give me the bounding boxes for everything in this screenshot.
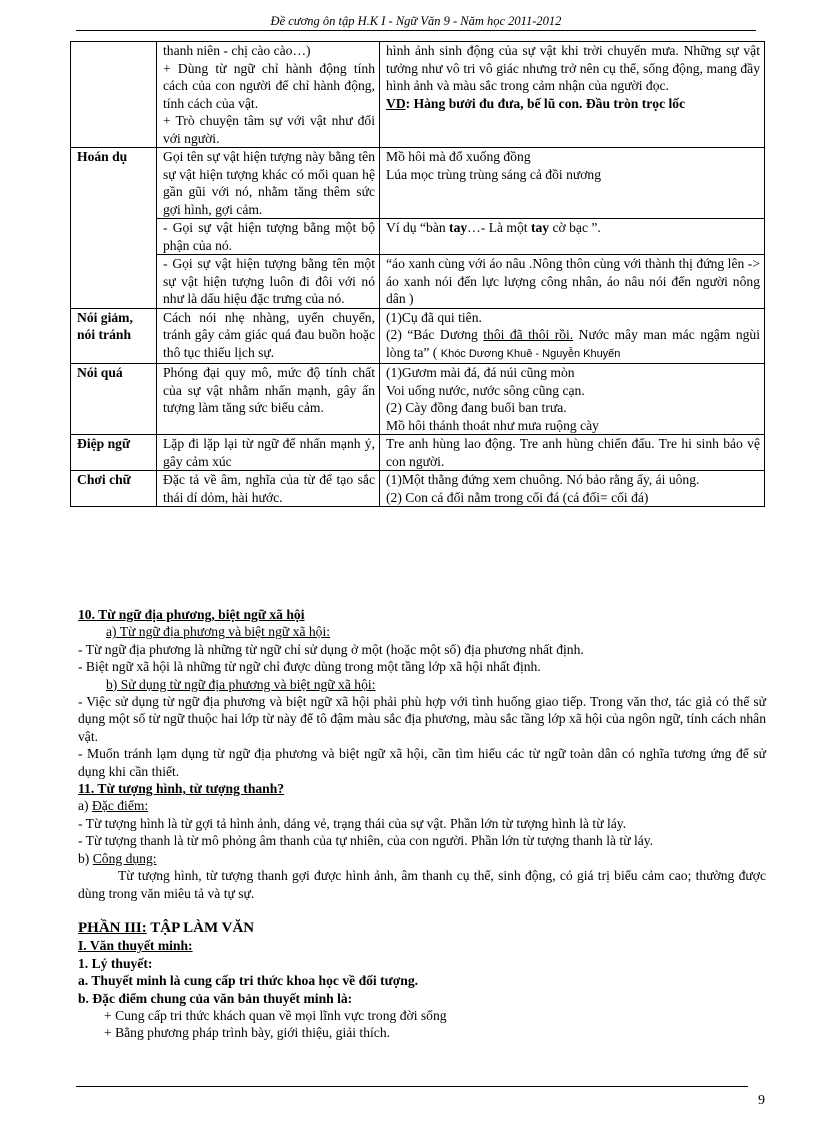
subsection-title-text: Công dụng: [92,850,157,866]
definition-cell: - Gọi sự vật hiện tượng bằng tên một sự vật hiện tượng luôn đi đôi với nó như là dấu hiệu đặc trưng của nó. [157,255,380,309]
row-label [71,42,157,148]
example-line: (2) Cày đồng đang buổi ban trưa. [386,400,567,415]
paragraph: b. Đặc điểm chung của văn bản thuyết minh là: [78,990,353,1006]
example-cell [380,42,765,148]
example-bold: tay [530,220,550,235]
subsection-title [78,850,766,867]
example-line: Mồ hôi mà đổ xuống đồng [386,149,531,164]
example-cell: Tre anh hùng lao động. Tre anh hùng chiến đấu. Tre hi sinh bảo vệ con người. [380,435,765,471]
example-line: (1)Một thằng đứng xem chuông. Nó bảo rằng ấy, ái uông. [386,472,700,487]
header-divider [76,30,756,31]
definition-line: thanh niên - chị cào cào…) [163,43,311,58]
row-label-noi-giam: Nói giảm, nói tránh [71,308,157,364]
example-text: Ví dụ “bàn [386,220,450,235]
page-header: Đề cương ôn tập H.K I - Ngữ Văn 9 - Năm học 2011-2012 [270,14,562,28]
row-label-noi-qua: Nói quá [71,364,157,435]
section-10-title: 10. Từ ngữ địa phương, biệt ngữ xã hội [78,607,305,622]
vd-text: : Hàng bưởi đu đưa, bế lũ con. Đầu tròn trọc lốc [405,95,686,111]
table-row-diep-ngu [71,435,765,471]
example-line: (2) Con cá đối nằm trong cối đá (cá đối= cối đá) [386,489,649,505]
row-label-diep-ngu: Điệp ngữ [71,435,157,471]
example-line: (1)Gươm mài đá, đá núi cũng mòn [386,365,575,380]
example-line: Lúa mọc trùng trùng sáng cả đồi nương [386,166,602,182]
definition-line: + Trò chuyện tâm sự với vật như đối với người. [163,113,375,146]
example-line [386,326,760,363]
table-row-hoan-du [71,148,765,219]
rhetoric-table [70,41,765,507]
paragraph: - Biệt ngữ xã hội là những từ ngữ chỉ được dùng trong một tầng lớp xã hội nhất định. [78,659,541,675]
example-cell: “áo xanh cùng với áo nâu .Nông thôn cùng với thành thị đứng lên -> áo xanh nói đến lực lượng công nhân, áo nâu nói đến người nông dân ) [380,255,765,309]
paragraph: - Từ ngữ địa phương là những từ ngữ chỉ sử dụng ở một (hoặc một số) địa phương nhất định. [78,641,584,657]
subsection-title-text: Đặc điểm: [91,798,149,814]
example-cell [380,364,765,435]
section-11-title: 11. Từ tượng hình, từ tượng thanh? [78,781,285,797]
paragraph: Từ tượng hình, từ tượng thanh gợi được hình ảnh, âm thanh cụ thể, sinh động, có giá trị biểu cảm cao; thường được dùng trong văn miêu tả và tự sự. [78,868,766,901]
definition-cell: - Gọi sự vật hiện tượng bằng một bộ phận của nó. [157,219,380,255]
paragraph: - Việc sử dụng từ ngữ địa phương và biệt ngữ xã hội phải phù hợp với tình huống giao tiếp. Trong văn thơ, tác giả có thể sử dụng một số từ ngữ thuộc hai lớp từ này để tô đậm màu sắc địa phương, màu sắc tầng lớp xã hội của ngôn ngữ, tính cách nhân vật. [78,694,766,744]
paragraph: - Muốn tránh lạm dụng từ ngữ địa phương và biệt ngữ xã hội, cần tìm hiểu các từ ngữ toàn dân có nghĩa tương ứng để sử dụng khi cần thiết. [78,746,766,779]
example-text: …- Là một [467,220,531,235]
table-row-noi-giam [71,308,765,364]
subsection-title-text: b) Sử dụng từ ngữ địa phương và biệt ngữ xã hội: [106,676,376,692]
example-vd [386,95,760,113]
definition-cell: Lặp đi lặp lại từ ngữ để nhấn mạnh ý, gây cảm xúc [157,435,380,471]
example-cell [380,219,765,255]
vd-label: VD [386,95,406,111]
part-3-name: TẬP LÀM VĂN [146,919,255,936]
bullet-item: + Cung cấp tri thức khách quan về mọi lĩnh vực trong đời sống [104,1007,447,1023]
definition-cell: Gọi tên sự vật hiện tượng này bằng tên sự vật hiện tượng khác có mối quan hệ gần gũi với nó, nhằm tăng thêm sức gợi hình, gợi cảm. [157,148,380,219]
subsection-title: 1. Lý thuyết: [78,955,153,971]
page-number: 9 [758,1093,765,1108]
subsection-title [78,623,766,640]
definition-line: + Dùng từ ngữ chỉ hành động tính cách của con người để chỉ hành động, tính cách của vật. [163,60,375,111]
subsection-title-text: a) Từ ngữ địa phương và biệt ngữ xã hội: [106,624,331,640]
subsection-title: I. Văn thuyết minh: [78,938,193,954]
example-text: hình ảnh sinh động của sự vật khi trời chuyển mưa. Những sự vật tưởng như vô tri vô giác nhưng trở nên cụ thể, sống động, mang đầy hình ảnh và màu sắc trong cảm nhận của người đọc. [386,43,760,93]
body-content [78,606,766,1042]
bullet-item: + Bằng phương pháp trình bày, giới thiệu, giải thích. [104,1025,391,1041]
example-line: Mồ hôi thánh thoát như mưa ruộng cày [386,417,599,433]
row-label-choi-chu: Chơi chữ [71,471,157,507]
example-source: Khóc Dương Khuê - Nguyễn Khuyến [440,347,621,360]
example-text: cờ bạc ”. [549,220,601,235]
table-row [71,255,765,309]
paragraph: - Từ tượng thanh là từ mô phỏng âm thanh của tự nhiên, của con người. Phần lớn từ tượng thanh là từ láy. [78,833,654,849]
subsection-prefix: a) [78,798,92,814]
row-label-hoan-du: Hoán dụ [71,148,157,309]
footer-divider [76,1086,748,1087]
example-cell [380,308,765,364]
example-underlined: thôi đã thôi rồi. [483,327,574,342]
subsection-title [78,797,766,814]
paragraph: - Từ tượng hình là từ gợi tả hình ảnh, dáng vẻ, trạng thái của sự vật. Phần lớn từ tượng hình là từ láy. [78,815,627,831]
part-3-label: PHẦN III: [78,919,147,936]
definition-cell: Phóng đại quy mô, mức độ tính chất của sự vật nhằm nhấn mạnh, gây ấn tượng làm tăng sức biểu cảm. [157,364,380,435]
definition-cell: Cách nói nhẹ nhàng, uyển chuyển, tránh gây cảm giác quá đau buồn hoặc thô tục thiếu lịch sự. [157,308,380,364]
example-bold: tay [449,220,468,235]
example-cell [380,471,765,507]
example-cell [380,148,765,219]
definition-cell: Đặc tả về âm, nghĩa của từ để tạo sắc thái dí dỏm, hài hước. [157,471,380,507]
spacer [78,902,766,920]
example-line: Voi uống nước, nước sông cũng cạn. [386,382,585,398]
part-3-title [78,920,766,937]
example-text: Nước mây man mác ngậm ngùi lòng ta” ( [386,327,760,360]
example-line: (1)Cụ đã qui tiên. [386,309,482,325]
table-row [71,42,765,148]
table-row-noi-qua [71,364,765,435]
subsection-title [78,676,766,693]
table-row [71,219,765,255]
subsection-prefix: b) [78,850,93,866]
paragraph: a. Thuyết minh là cung cấp tri thức khoa học về đối tượng. [78,973,419,989]
table-row-choi-chu [71,471,765,507]
definition-cell [157,42,380,148]
example-text: (2) “Bác Dương [386,327,484,342]
